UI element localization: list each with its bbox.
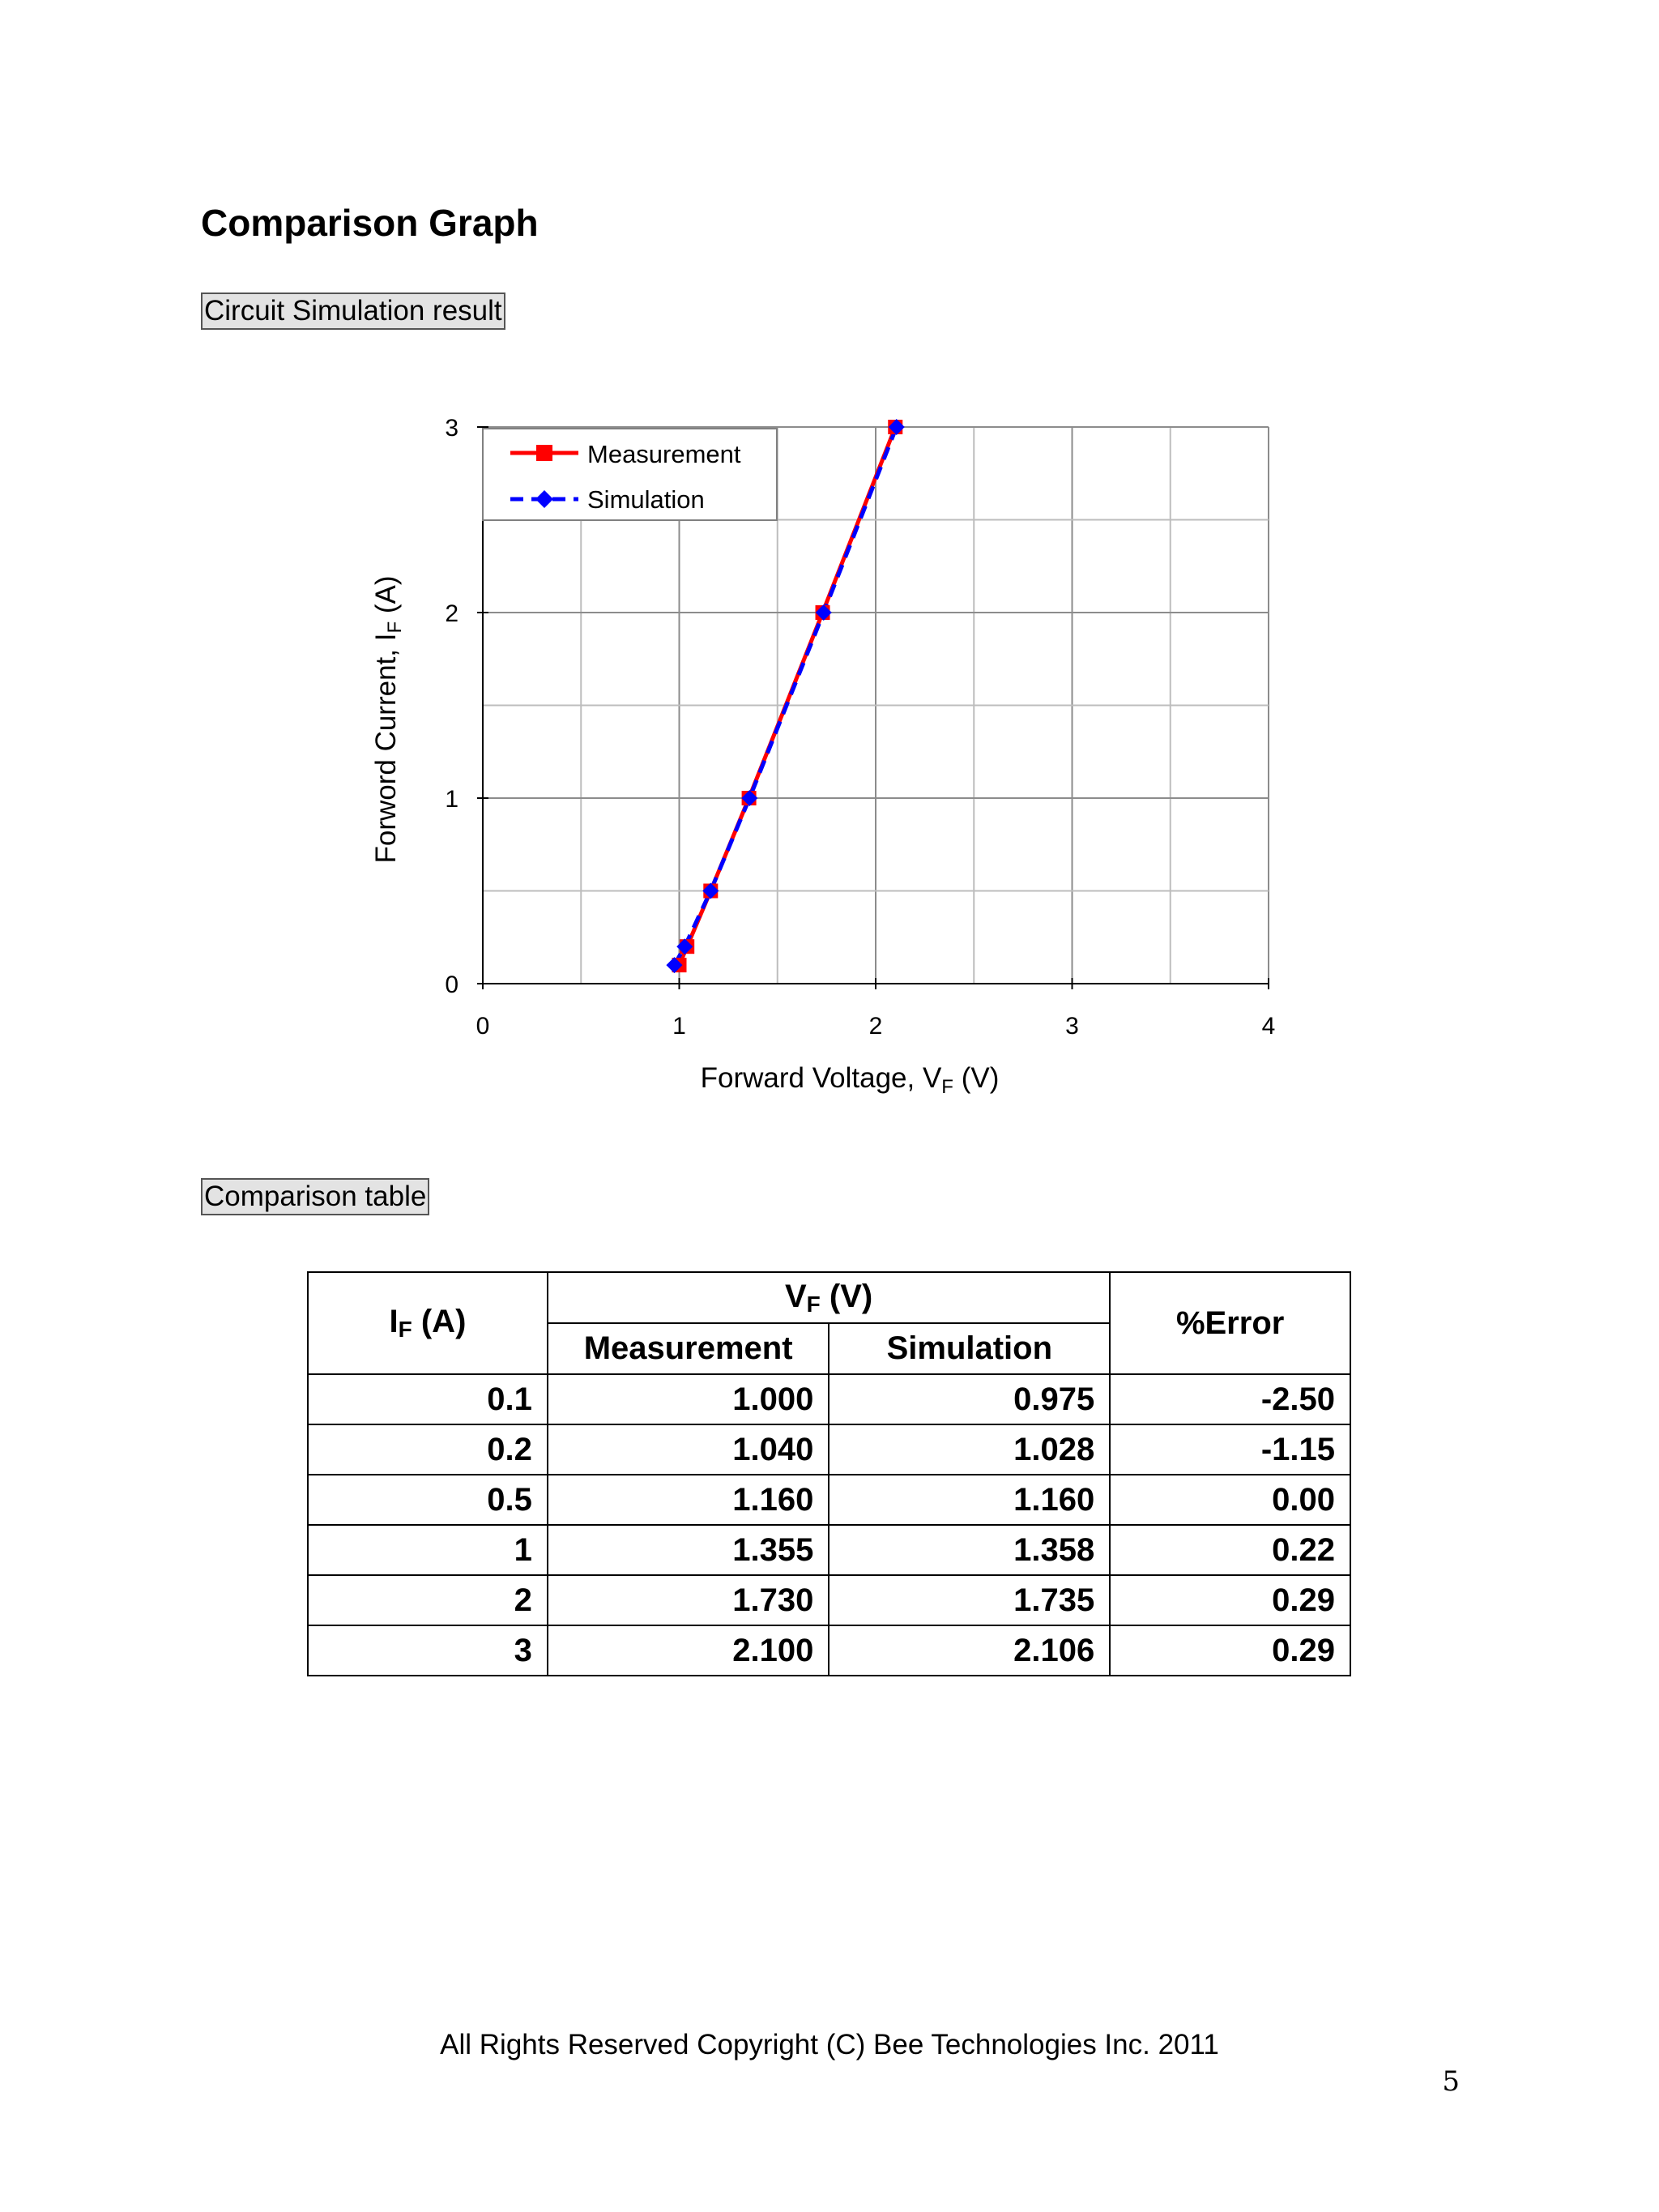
table-row [308, 1575, 1350, 1625]
footer-copyright: All Rights Reserved Copyright (C) Bee Technologies Inc. 2011 [440, 2029, 1219, 2060]
y-tick-label: 1 [445, 786, 458, 813]
cell-measurement: 1.355 [548, 1525, 829, 1575]
cell-error: 0.29 [1110, 1575, 1350, 1625]
cell-simulation: 2.106 [829, 1625, 1110, 1676]
x-tick-label: 3 [1065, 1013, 1079, 1040]
cell-measurement: 1.730 [548, 1575, 829, 1625]
column-header-error: %Error [1110, 1272, 1350, 1374]
cell-if: 0.1 [308, 1374, 548, 1424]
page-number: 5 [1442, 2065, 1460, 2098]
cell-simulation: 0.975 [829, 1374, 1110, 1424]
column-header-if: $I_F$ (A) [308, 1272, 548, 1374]
x-tick-label: 0 [476, 1013, 490, 1040]
chart-legend [483, 429, 777, 520]
table-row [308, 1475, 1350, 1525]
page-heading: Comparison Graph [201, 202, 539, 244]
cell-error: 0.29 [1110, 1625, 1350, 1676]
table-row [308, 1374, 1350, 1424]
table-row [308, 1424, 1350, 1475]
y-tick-label: 0 [445, 971, 458, 998]
cell-error: -1.15 [1110, 1424, 1350, 1475]
cell-error: 0.00 [1110, 1475, 1350, 1525]
legend-label-measurement: Measurement [587, 440, 741, 468]
x-tick-label: 1 [672, 1013, 686, 1040]
cell-error: -2.50 [1110, 1374, 1350, 1424]
x-tick-label: 4 [1261, 1013, 1276, 1040]
table-row [308, 1625, 1350, 1676]
cell-measurement: 1.000 [548, 1374, 829, 1424]
y-tick-label: 3 [445, 415, 458, 442]
column-header-measurement: Measurement [548, 1323, 829, 1374]
cell-measurement: 1.040 [548, 1424, 829, 1475]
cell-measurement: 1.160 [548, 1475, 829, 1525]
cell-if: 0.2 [308, 1424, 548, 1475]
section-label-simulation: Circuit Simulation result [201, 293, 505, 330]
cell-simulation: 1.735 [829, 1575, 1110, 1625]
x-tick-label: 2 [868, 1013, 883, 1040]
legend-marker-measurement [536, 445, 552, 461]
x-axis-label: Forward Voltage, $V_F$ (V) [700, 1062, 1000, 1098]
table-row [308, 1525, 1350, 1575]
cell-if: 2 [308, 1575, 548, 1625]
cell-if: 1 [308, 1525, 548, 1575]
cell-simulation: 1.358 [829, 1525, 1110, 1575]
cell-if: 0.5 [308, 1475, 548, 1525]
y-axis-label: Forword Current, $I_F$ (A) [370, 575, 406, 864]
y-tick-label: 2 [445, 600, 458, 627]
cell-measurement: 2.100 [548, 1625, 829, 1676]
column-header-simulation: Simulation [829, 1323, 1110, 1374]
cell-if: 3 [308, 1625, 548, 1676]
column-header-vf: $V_F$ (V) [548, 1272, 1110, 1323]
comparison-table [307, 1271, 1351, 1676]
cell-error: 0.22 [1110, 1525, 1350, 1575]
cell-simulation: 1.160 [829, 1475, 1110, 1525]
legend-label-simulation: Simulation [587, 485, 705, 514]
section-label-comparison: Comparison table [201, 1178, 429, 1215]
cell-simulation: 1.028 [829, 1424, 1110, 1475]
